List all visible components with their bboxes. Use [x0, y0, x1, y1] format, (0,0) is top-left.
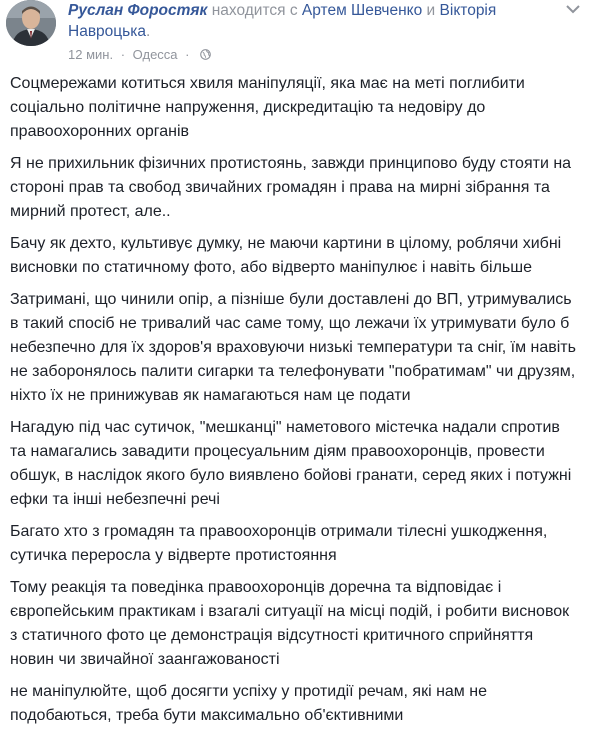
post-paragraph-4: Затримані, що чинили опір, а пізніше були доставлені до ВП, утримувались в такий спосіб не тривалий час саме тому, що лежачи їх утримувати було б небезпечно для їх здоров'я враховуючи низькі температури та сніг, їм навіть не заборонялось палити сигарки та телефонувати "побратимам" чи друзям, ніхто їх не принижував як намагаються нам це подати [10, 291, 576, 404]
globe-icon[interactable] [200, 49, 211, 60]
post-paragraph-8: не маніпулюйте, щоб досягти успіху у протидії речам, які нам не подобаються, треба бути максимально об'єктивними [10, 683, 487, 724]
post-paragraph-2: Я не прихильник фізичних протистоянь, завжди принципово буду стояти на стороні прав та свобод звичайних громадян і права на мирні зібрання та мирний протест, але.. [10, 155, 572, 220]
tagged-person-link-2[interactable]: Вікторія Навроцька [68, 2, 497, 40]
and-text: и [426, 2, 436, 19]
with-text: находится с [211, 2, 298, 19]
location-link[interactable]: Одесса [132, 47, 178, 62]
tagged-person-link-1[interactable]: Артем Шевченко [301, 2, 423, 19]
avatar-photo [6, 0, 56, 46]
avatar[interactable] [6, 0, 56, 46]
meta-separator-2: · [185, 47, 190, 62]
post-paragraph-3: Бачу як дехто, культивує думку, не маючи картини в цілому, роблячи хибні висновки по статичному фото, або відверто маніпулює і навіть більше [10, 235, 562, 276]
post-paragraph-5: Нагадую під час сутичок, "мешканці" наметового містечка надали спротив та намагались завадити процесуальним діям правоохоронців, провести обшук, в наслідок якого було виявлено бойові гранати, серед яких і потужні ефки та інші небезпечні речі [10, 419, 572, 508]
chevron-down-icon[interactable] [562, 2, 584, 16]
post-paragraph-1: Соцмережами котиться хвиля маніпуляції, яка має на меті поглибити соціально політичне напруження, дискредитацію та недовіру до правоохоронних органів [10, 75, 525, 140]
post-meta [68, 46, 211, 64]
meta-separator: · [120, 47, 126, 62]
post-timestamp-link[interactable]: 12 мин. [68, 47, 114, 62]
post-paragraph-6: Багато хто з громадян та правоохоронців отримали тілесні ушкодження, сутичка переросла у відверте протистояння [10, 523, 548, 564]
post-paragraph-7: Тому реакція та поведінка правоохоронців доречна та відповідає і європейським практикам і взагалі ситуації на місці подій, і робити висновок з статичного фото це демонстрація відсутності критичного сприйняття новин чи звичайної заангажованості [10, 579, 570, 668]
post-header [68, 0, 548, 42]
post-body [10, 72, 580, 736]
header-end-dot: . [145, 23, 151, 40]
author-name-link[interactable]: Руслан Форостяк [68, 2, 208, 19]
